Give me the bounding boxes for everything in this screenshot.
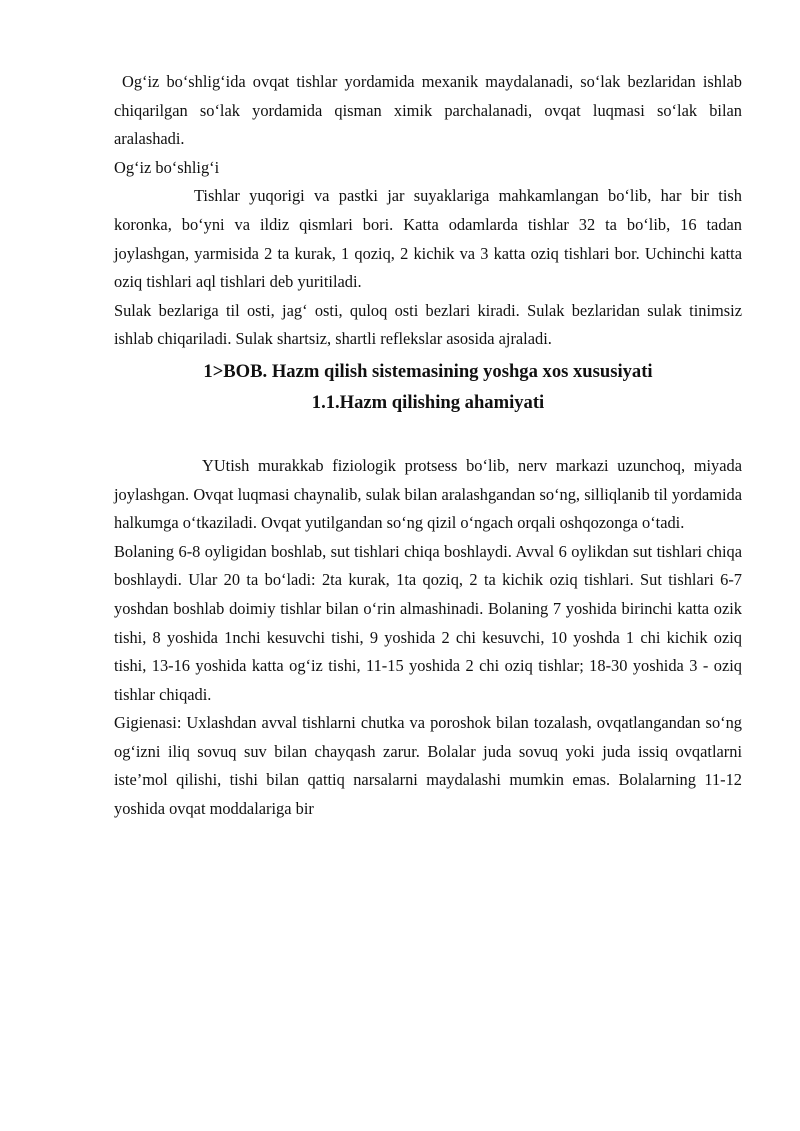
- section-heading: 1.1.Hazm qilishing ahamiyati: [311, 391, 545, 413]
- paragraph-hygiene: Gigienasi: Uxlashdan avval tishlarni chutka va poroshok bilan tozalash, ovqatlangandan so‘ng og‘izni iliq sovuq suv bilan chayqash zarur. Bolalar juda sovuq yoki juda issiq ovqatlarni iste’mol qilishi, tishi bilan qattiq narsalarni maydalashi mumkin emas. Bolalarning 11-12 yoshida ovqat moddalariga bir: [114, 713, 742, 819]
- subheading-oral-cavity: Og‘iz bo‘shlig‘i: [114, 157, 220, 177]
- paragraph-milk-teeth: Bolaning 6-8 oyligidan boshlab, sut tishlari chiqa boshlaydi. Avval 6 oylikdan sut tishlari chiqa boshlaydi. Ular 20 ta bo‘ladi: 2ta kurak, 1ta qoziq, 2 ta kichik oziq tishlari. Sut tishlari 6-7 yoshdan boshlab doimiy tishlar bilan o‘rin almashinadi. Bolaning 7 yoshida birinchi katta ozik tishi, 8 yoshida 1nchi kesuvchi tishi, 9 yoshida 2 chi kesuvchi, 10 yoshda 1 chi kichik oziq tishi, 13-16 yoshida katta og‘iz tishi, 11-15 yoshida 2 chi oziq tishlar; 18-30 yoshida 3 - oziq tishlar chiqadi.: [114, 541, 742, 704]
- paragraph-teeth-structure: Tishlar yuqorigi va pastki jar suyaklariga mahkamlangan bo‘lib, har bir tish koronka, bo‘yni va ildiz qismlari bori. Katta odamlarda tishlar 32 ta bo‘lib, 16 tadan joylashgan, yarmisida 2 ta kurak, 1 qoziq, 2 kichik va 3 katta oziq tishlari bor. Uchinchi katta oziq tishlari aql tishlari deb yuritiladi.: [114, 186, 742, 292]
- chapter-heading: 1>BOB. Hazm qilish sistemasining yoshga xos xususiyati: [203, 360, 653, 382]
- paragraph-mechanical-digestion: Og‘iz bo‘shlig‘ida ovqat tishlar yordamida mexanik maydalanadi, so‘lak bezlaridan ishlab chiqarilgan so‘lak yordamida qisman ximik parchalanadi, ovqat luqmasi so‘lak bilan aralashadi.: [114, 72, 742, 149]
- paragraph-salivary-glands: Sulak bezlariga til osti, jag‘ osti, quloq osti bezlari kiradi. Sulak bezlaridan sulak tinimsiz ishlab chiqariladi. Sulak shartsiz, shartli reflekslar asosida ajraladi.: [114, 300, 742, 349]
- document-page: [114, 68, 742, 824]
- paragraph-swallowing: YUtish murakkab fiziologik protsess bo‘lib, nerv markazi uzunchoq, miyada joylashgan. Ovqat luqmasi chaynalib, sulak bilan aralashgandan so‘ng, silliqlanib til yordamida halkumga o‘tkaziladi. Ovqat yutilgandan so‘ng qizil o‘ngach orqali oshqozonga o‘tadi.: [114, 455, 742, 533]
